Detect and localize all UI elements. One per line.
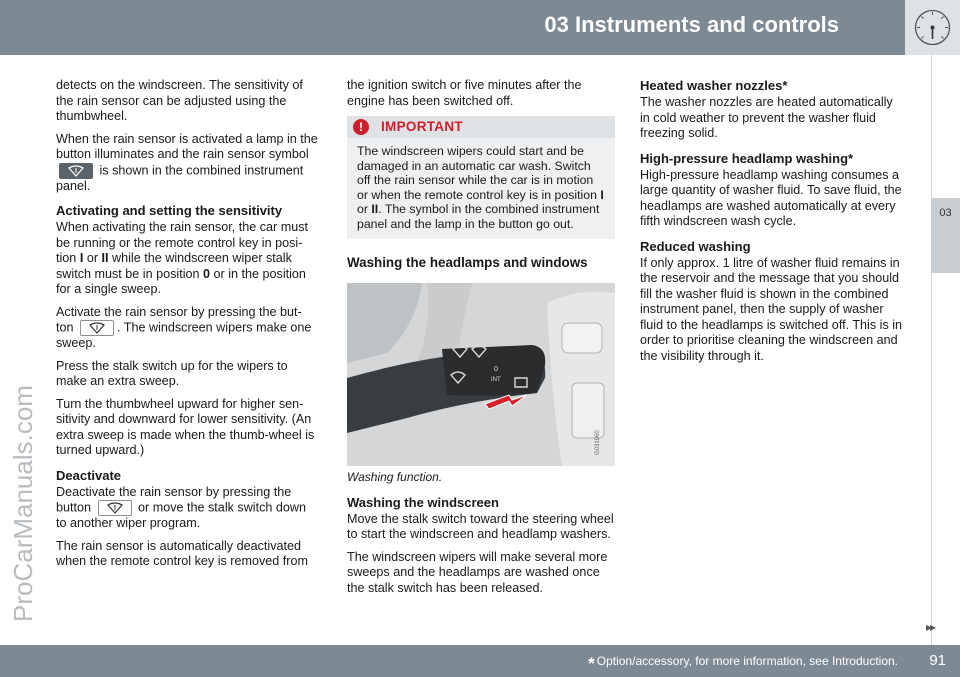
text: or (357, 202, 368, 216)
stalk-illustration (347, 283, 615, 466)
important-box (347, 116, 615, 239)
position-label: 0 (203, 266, 211, 281)
chapter-tab[interactable] (931, 198, 960, 273)
paragraph (56, 305, 318, 352)
chapter-title: 03 Instruments and controls (544, 12, 839, 37)
text: or (86, 251, 99, 265)
figure-caption: Washing function. (347, 470, 443, 484)
chapter-tab-label: 03 (939, 207, 952, 219)
heading-high-pressure: High-pressure headlamp washing* (640, 150, 854, 166)
speedometer-icon (905, 0, 960, 55)
paragraph: Press the stalk switch up for the wipers to make an extra sweep. (56, 358, 288, 388)
paragraph: The washer nozzles are heated automatically in cold weather to prevent the washer fluid freezing solid. (640, 95, 893, 140)
side-divider (931, 55, 932, 645)
position-label: I (79, 251, 84, 265)
heading-reduced-washing: Reduced washing (640, 238, 751, 254)
position-label: II (101, 251, 109, 265)
column-1 (56, 78, 318, 577)
heading-washing: Washing the headlamps and windows (347, 255, 588, 270)
paragraph: The windscreen wipers will make several more sweeps and the headlamps are washed once the stalk switch has been released. (347, 549, 608, 595)
text: . The symbol in the combined instrument panel and the lamp in the button go out. (357, 202, 600, 231)
text: The windscreen wipers could start and be damaged in an automatic car wash. Switch off the rain sensor while the car is in motion or when the remote control key is in position (357, 144, 597, 202)
rain-sensor-button-icon (98, 500, 132, 516)
stalk-mark: INT (491, 377, 501, 383)
next-page-icon[interactable]: ▸▸ (926, 620, 935, 634)
figure-code: G031960 (595, 430, 601, 455)
text: while the windscreen wiper stalk switch must be in position (56, 251, 292, 281)
paragraph: the ignition switch or five minutes after the engine has been switched off. (347, 78, 582, 108)
heading-windscreen: Washing the windscreen (347, 494, 499, 510)
watermark: ProCarManuals.com (8, 385, 38, 622)
text: or in the position for a single sweep. (56, 266, 306, 296)
position-label: II (371, 202, 379, 216)
column-3 (640, 78, 904, 371)
important-label: IMPORTANT (381, 119, 463, 134)
paragraph: If only approx. 1 litre of washer fluid remains in the reservoir and the message that you should fill the washer fluid is shown in the combined instrument panel, then the supply of washer fluid to the headlamps is switched off. This is in order to prioritise cleaning the windscreen and the visibility through it. (640, 255, 903, 363)
paragraph (56, 485, 318, 532)
stalk-mark: 0 (494, 366, 498, 373)
warning-icon: ! (353, 119, 369, 135)
column-2 (347, 78, 615, 603)
heading-deactivate: Deactivate (56, 467, 122, 483)
text: Deactivate the rain sensor by pressing the button (56, 484, 292, 515)
paragraph: Turn the thumbwheel upward for higher sen-sitivity and downward for lower sensitivity. (An extra sweep is made when the thumb-wheel is turned upward.) (56, 396, 315, 457)
paragraph (56, 132, 318, 195)
paragraph: The rain sensor is automatically deactivated when the remote control key is removed from (56, 538, 308, 568)
heading-heated-nozzles: Heated washer nozzles* (640, 78, 788, 93)
text: When the rain sensor is activated a lamp in the button illuminates and the rain sensor symbol (56, 131, 318, 161)
paragraph: High-pressure headlamp washing consumes a large quantity of washer fluid. To save fluid, the headlamps are washed automatically at every fifth windscreen wash cycle. (640, 167, 902, 228)
text: is shown in the combined instrument panel. (56, 162, 304, 193)
text: Activate the rain sensor by pressing the but-ton (56, 304, 302, 335)
page-footer (0, 645, 960, 677)
text: . The windscreen wipers make one sweep. (56, 320, 312, 350)
footer-note (588, 654, 898, 674)
heading-activating: Activating and setting the sensitivity (56, 203, 283, 218)
position-label: I (600, 187, 604, 202)
rain-sensor-button-icon (80, 320, 114, 336)
washing-function-illustration (347, 283, 615, 466)
important-text (347, 138, 615, 231)
page-header (0, 0, 905, 55)
text: When activating the rain sensor, the car must be running or the remote control key in posi-tion (56, 220, 308, 265)
page-number: 91 (929, 652, 946, 669)
paragraph: Move the stalk switch toward the steering wheel to start the windscreen and headlamp washers. (347, 511, 614, 541)
footer-note-text: Option/accessory, for more information, see Introduction. (596, 654, 898, 668)
asterisk: * (588, 654, 595, 673)
text: or move the stalk switch down to another wiper program. (56, 500, 307, 530)
paragraph: detects on the windscreen. The sensitivity of the rain sensor can be adjusted using the thumbwheel. (56, 78, 303, 123)
important-header (347, 116, 615, 138)
rain-sensor-symbol-icon (59, 163, 93, 179)
paragraph (56, 220, 318, 298)
